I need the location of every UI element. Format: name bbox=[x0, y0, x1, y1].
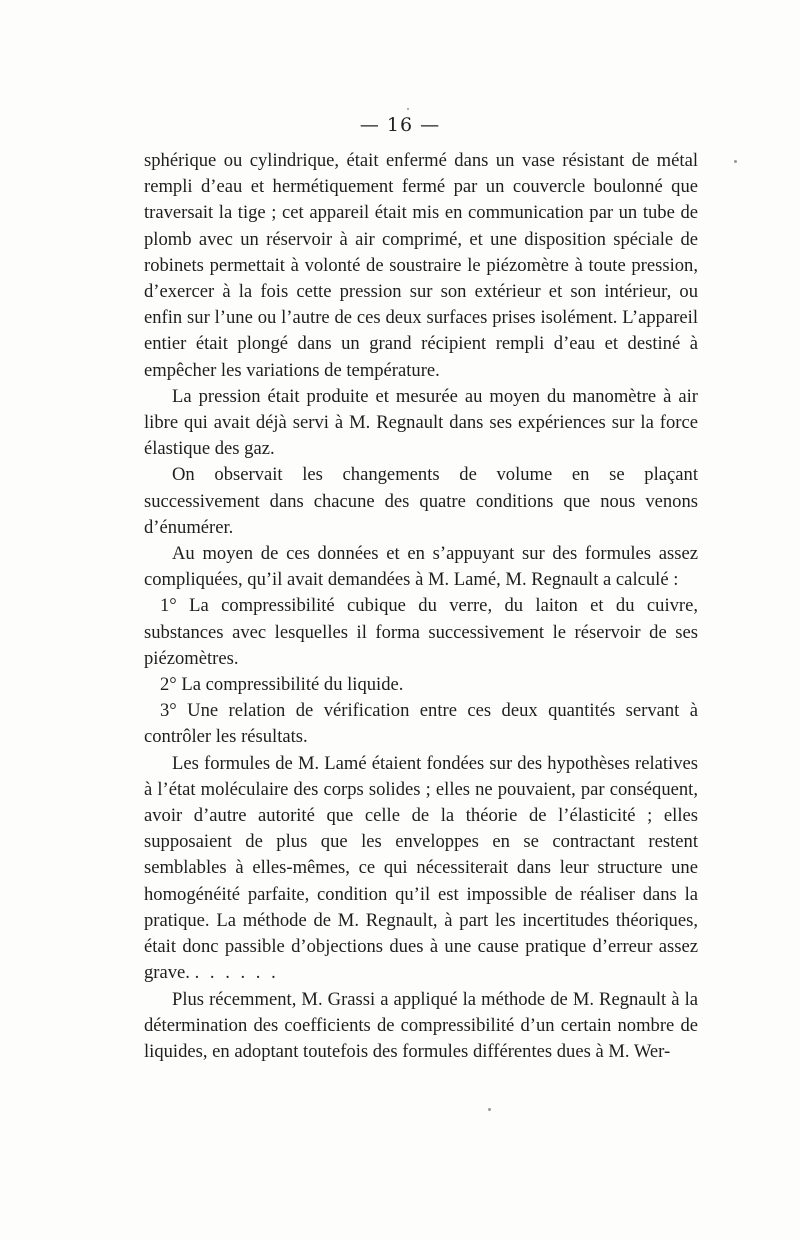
paragraph-formules: Au moyen de ces données et en s’appuyant sur des formules assez compliquées, qu’il avait demandées à M. Lamé, M. Regnault a calculé : bbox=[144, 543, 698, 591]
paper-speck bbox=[407, 108, 409, 110]
paragraph-continuation: sphérique ou cylindrique, était enfermé dans un vase résistant de métal rempli d’eau et hermétiquement fermé par un couvercle boulonné que traversait la tige ; cet appareil était mis en communication par un tube de plomb avec un réservoir à air comprimé, et une disposition spéciale de robinets permettait à volonté de soustraire le piézomètre à toute pression, d’exercer à la fois cette pression sur son extérieur et son intérieur, ou enfin sur l’une ou l’autre de ces deux surfaces prises isolément. L’appareil entier était plongé dans un grand récipient rempli d’eau et destiné à empêcher les variations de température. bbox=[144, 150, 698, 381]
paragraph-observation: On observait les changements de volume en se plaçant successivement dans chacune des quatre conditions que nous venons d’énumérer. bbox=[144, 464, 698, 538]
ellipsis: . . . . . . bbox=[194, 962, 279, 984]
paragraph-grassi: Plus récemment, M. Grassi a appliqué la méthode de M. Regnault à la détermination des coefficients de compressibilité d’un certain nombre de liquides, en adoptant toutefois des formules différentes dues à M. Wer- bbox=[144, 988, 698, 1062]
paper-speck bbox=[488, 1108, 491, 1111]
paragraph-lame-text: Les formules de M. Lamé étaient fondées sur des hypothèses relatives à l’état moléculaire des corps solides ; elles ne pouvaient, par conséquent, avoir d’autre autorité que celle de la théorie de l’élasticité ; elles supposaient de plus que les enveloppes en se contractant restent semblables à elles-mêmes, ce qui nécessiterait dans leur structure une homogénéité parfaite, condition qu’il est impossible de réaliser dans la pratique. La méthode de M. Regnault, à part les incertitudes théoriques, était donc passible d’objections dues à une cause pratique d’erreur assez grave. bbox=[144, 752, 698, 984]
paragraph-lame bbox=[144, 751, 698, 987]
paper-speck bbox=[734, 160, 737, 163]
list-item-2: 2° La compressibilité du liquide. bbox=[160, 674, 404, 696]
paragraph-pression: La pression était produite et mesurée au moyen du manomètre à air libre qui avait déjà servi à M. Regnault dans ses expériences sur la force élastique des gaz. bbox=[144, 385, 698, 460]
page-number: — 16 — bbox=[359, 114, 441, 136]
list-item-3: 3° Une relation de vérification entre ces deux quantités servant à contrôler les résultats. bbox=[144, 700, 698, 748]
list-item-1: 1° La compressibilité cubique du verre, du laiton et du cuivre, substances avec lesquelles il forma successivement le réservoir de ses piézomètres. bbox=[144, 595, 698, 669]
body-text bbox=[144, 148, 698, 1065]
